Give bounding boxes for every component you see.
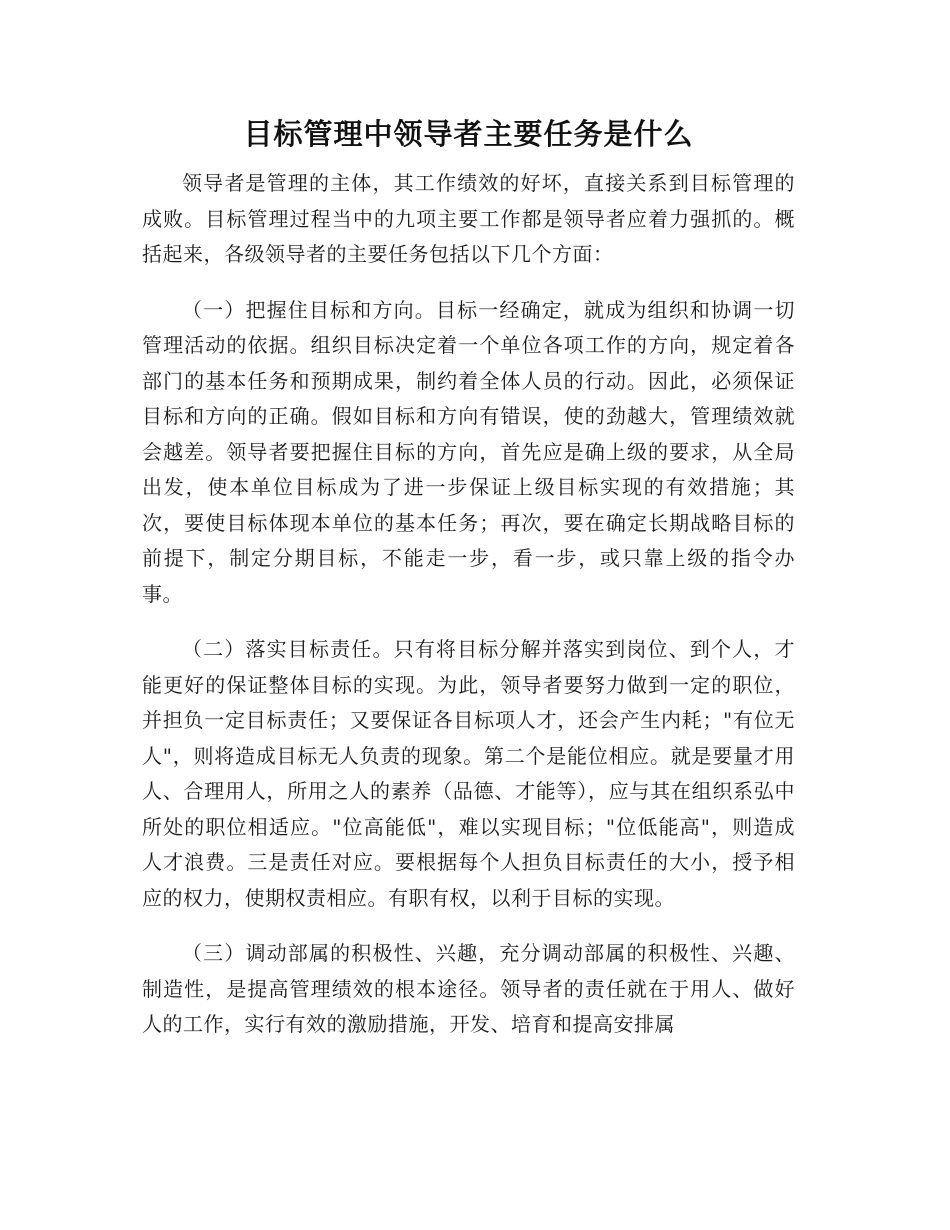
section-three-paragraph: （三）调动部属的积极性、兴趣，充分调动部属的积极性、兴趣、制造性，是提高管理绩效的根本途径。领导者的责任就在于用人、做好人的工作，实行有效的激励措施，开发、培育和提高安排属 (142, 941, 795, 1036)
intro-paragraph: 领导者是管理的主体，其工作绩效的好坏，直接关系到目标管理的成败。目标管理过程当中的九项主要工作都是领导者应着力强抓的。概括起来，各级领导者的主要任务包括以下几个方面： (142, 171, 795, 266)
document-page (142, 112, 795, 1063)
document-title: 目标管理中领导者主要任务是什么 (243, 117, 694, 151)
section-one-paragraph: （一）把握住目标和方向。目标一经确定，就成为组织和协调一切管理活动的依据。组织目标决定着一个单位各项工作的方向，规定着各部门的基本任务和预期成果，制约着全体人员的行动。因此，必须保证目标和方向的正确。假如目标和方向有错误，使的劲越大，管理绩效就会越差。领导者要把握住目标的方向，首先应是确上级的要求，从全局出发，使本单位目标成为了进一步保证上级目标实现的有效措施；其次，要使目标体现本单位的基本任务；再次，要在确定长期战略目标的前提下，制定分期目标，不能走一步，看一步，或只靠上级的指令办事。 (142, 297, 795, 606)
section-two-paragraph: （二）落实目标责任。只有将目标分解并落实到岗位、到个人，才能更好的保证整体目标的实现。为此，领导者要努力做到一定的职位，并担负一定目标责任；又要保证各目标项人才，还会产生内耗；"有位无人"，则将造成目标无人负责的现象。第二个是能位相应。就是要量才用人、合理用人，所用之人的素养（品德、才能等），应与其在组织系弘中所处的职位相适应。"位高能低"，难以实现目标；"位低能高"，则造成人才浪费。三是责任对应。要根据每个人担负目标责任的大小，授予相应的权力，使期权责相应。有职有权，以利于目标的实现。 (142, 637, 795, 910)
